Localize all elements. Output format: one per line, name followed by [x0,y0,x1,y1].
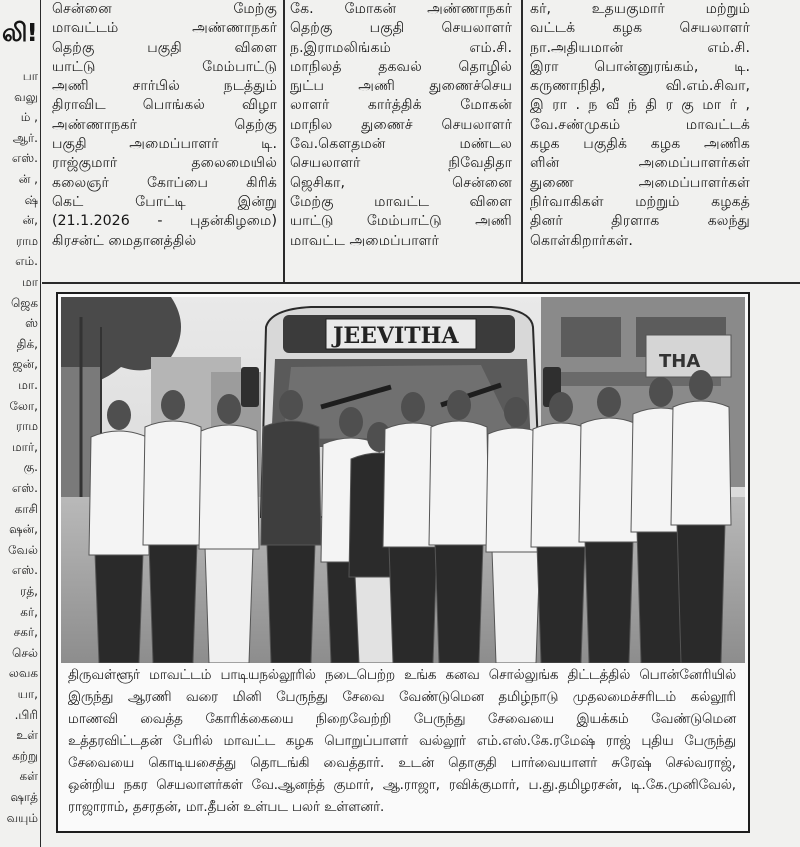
left-column-fragment: கர், [20,604,38,619]
left-column-fragment: ரத், [20,584,38,598]
article-line: கழக பகுதிக் கழக அணிக [530,136,750,153]
left-column-fragment: லோ, [9,398,38,413]
left-column-fragment: எஸ். [11,481,38,495]
column-divider [521,0,523,282]
left-column-fragment: வலு [14,89,38,104]
left-column-fragment: ஜெக [10,295,38,310]
article-line: யாட்டு மேம்பாட்டு [52,58,277,75]
article-line: ஜெசிகா, சென்னை [290,174,512,191]
bus-side-mirror [241,367,259,407]
left-column-fragment: ஜன், [12,357,38,372]
person [429,390,489,663]
article-line: அணி சார்பில் நடத்தும் [52,78,277,95]
article-line: திராவிட பொங்கல் விழா [52,97,277,114]
shop-sign-text: THA [659,351,701,372]
article-line: செயலாளர் நிவேதிதா [290,155,512,172]
article-line: இரா பொன்னுரங்கம், டி. [530,58,750,75]
left-clipped-column [0,0,41,847]
news-photo-frame [56,292,750,833]
left-column-fragment: பா [22,69,38,83]
article-line: தெற்கு பகுதி செயலாளர் [290,20,512,37]
left-column-fragment: திக், [16,336,38,351]
article-line: ளின் அமைப்பாளர்கள் [530,155,750,172]
left-column-fragment: எம். [15,254,38,269]
article-line: தினர் திரளாக கலந்து [530,213,750,230]
column-divider [283,0,285,282]
article-line: கிரசன்ட் மைதானத்தில் [52,232,197,249]
article-line: ந.இராமலிங்கம் எம்.சி. [290,39,512,56]
caption-line: திருவள்ளூர் மாவட்டம் பாடியநல்லூரில் நடைபெற்ற உங்க கனவ சொல்லுங்க திட்டத்தில் பொன்னேரியில் [68,668,736,683]
left-column-fragment: லவக [8,666,38,681]
left-column-fragment: ஆர். [12,130,38,145]
left-column-fragment: எஸ். [11,563,38,578]
left-column-fragment: ன், [22,213,38,228]
left-column-fragment: காசி [14,501,38,516]
article-line: மாநிலத் தகவல் தொழில் [290,58,512,75]
caption-line: சேவையை கொடியசைத்து தொடங்கி வைத்தார். உடன் தொகுதி பார்வையாளர் சுரேஷ் செல்வராஜ், [68,756,736,771]
article-line: நிர்வாகிகள் மற்றும் கழகத் [530,193,750,210]
person [671,370,731,663]
person [89,400,149,663]
article-line: ராஜ்குமார் தலைமையில் [52,155,277,172]
left-column-fragment: எஸ். [11,151,38,166]
left-column-fragment: வயும் [6,810,38,825]
article-column-2 [290,0,512,280]
photo-caption [68,665,736,819]
left-column-fragment: கற்று [12,748,38,763]
left-column-fragment: ராம [15,233,38,248]
left-column-fragment: மா. [18,378,38,392]
article-column-1 [52,0,277,280]
left-column-fragment: ஷாத் [10,790,38,804]
article-line: நுட்ப அணி துணைச்செய [290,78,512,95]
article-line: கெட் போட்டி இன்று [52,193,277,210]
article-line: மாவட்டம் அண்ணாநகர் [52,20,277,37]
article-line: வட்டக் கழக செயலாளர் [530,20,750,37]
article-line: நா.அதியமான் எம்.சி. [530,39,750,56]
article-line: கொள்கிறார்கள். [530,232,633,249]
caption-line: மாணவி வைத்த கோரிக்கையை நிறைவேற்றி பேருந்து சேவையை இயக்கம் வேண்டுமென [68,712,736,727]
person [579,387,639,663]
left-column-fragment: கள் [19,769,38,784]
article-line: கலைஞர் கோப்பை கிரிக் [52,174,277,191]
left-column-fragment: சகர், [13,625,38,640]
caption-line: இருந்து ஆரணி வரை மினி பேருந்து சேவை வேண்டுமென தமிழ்நாடு முதலமைச்சரிடம் கல்லூரி [68,690,736,705]
article-line: கே. மோகன் அண்ணாநகர் [290,1,512,17]
left-column-fragment: மா [22,275,38,289]
article-line: வே.கௌதமன் மண்டல [290,136,512,153]
news-photo [61,297,745,663]
left-column-fragment: யா, [17,687,38,701]
person [261,390,321,663]
article-line: இ ரா . ந வீ ந் தி ர கு மா ர் , [530,97,750,114]
left-column-fragment: ஷ் [24,192,38,207]
left-column-fragment: ராம [15,419,38,434]
left-column-fragment: வேல் [8,542,38,557]
article-line: பகுதி அமைப்பாளர் டி. [52,136,277,153]
left-column-fragment: ம் , [20,110,38,125]
left-column-fragment: உள் [16,728,38,743]
article-line: கருணாநிதி, வி.எம்.சிவா, [530,78,750,95]
article-line: வே.சண்முகம் மாவட்டக் [530,116,750,133]
caption-line: ஒன்றிய நகர செயலாளர்கள் வே.ஆனந்த் குமார், ஆ.ராஜா, ரவிக்குமார், ப.து.தமிழரசன், டி.கே.முனிவேல், [68,778,736,793]
article-line: மாநில துணைச் செயலாளர் [290,116,512,133]
bus-destination-sign: JEEVITHA [333,323,459,349]
caption-line: உத்தரவிட்டதன் பேரில் மாவட்ட கழக பொறுப்பாளர் வல்லூர் எம்.எஸ்.கே.ரமேஷ் ராஜ் புதிய பேருந்து [68,734,736,749]
article-line: லாளர் கார்த்திக் மோகன் [290,97,512,114]
left-column-fragment: செல் [12,645,38,660]
article-line: கர், உதயகுமார் மற்றும் [530,1,750,17]
article-column-3 [530,0,750,280]
caption-line: ராஜாராம், தசரதன், மா.தீபன் உள்பட பலர் உள்ளனர். [68,800,385,815]
left-column-fragment: .பிரி [14,707,38,722]
article-line: அண்ணாநகர் தெற்கு [52,116,277,133]
article-line: தெற்கு பகுதி விளை [52,39,277,56]
person [143,390,203,663]
article-line: (21.1.2026 - புதன்கிழமை) [52,213,277,230]
article-line: மேற்கு மாவட்ட விளை [290,193,512,210]
article-line: யாட்டு மேம்பாட்டு அணி [290,213,512,230]
left-headline-fragment: லி! [2,18,37,47]
article-line: சென்னை மேற்கு [52,1,277,17]
left-column-fragment: ஸ் [25,316,38,331]
left-column-fragment: ன் , [18,172,38,186]
person [199,394,259,663]
left-column-fragment: ஷன், [9,522,38,537]
article-line: மாவட்ட அமைப்பாளர் [290,232,439,249]
article-line: துணை அமைப்பாளர்கள் [530,174,750,191]
left-column-fragment: கு. [23,460,38,475]
left-column-fragment: மார், [11,439,38,454]
section-divider [42,282,800,284]
